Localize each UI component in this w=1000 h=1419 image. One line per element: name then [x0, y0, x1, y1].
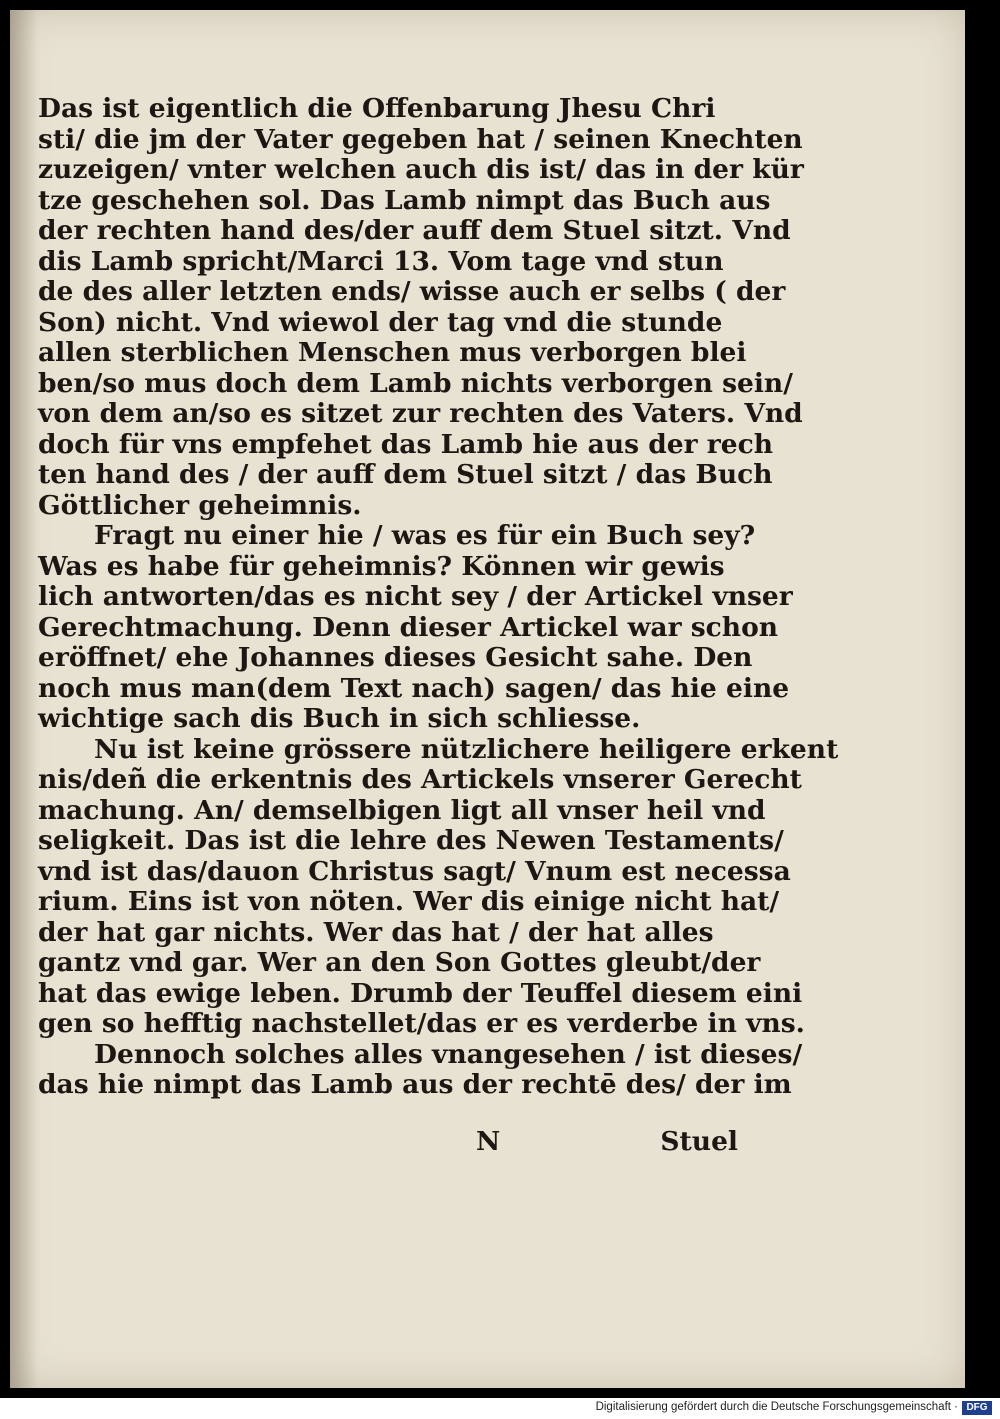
text-line: sti/ die jm der Vater gegeben hat / seinen Knechten — [38, 123, 803, 155]
text-line: tze geschehen sol. Das Lamb nimpt das Buch aus — [38, 184, 771, 216]
text-line: ten hand des / der auff dem Stuel sitzt / das Buch — [38, 459, 773, 490]
text-line: seligkeit. Das ist die lehre des Newen Testaments/ — [38, 825, 784, 856]
book-page — [10, 10, 965, 1388]
text-line: gantz vnd gar. Wer an den Son Gottes gleubt/der — [38, 947, 761, 978]
text-line: nis/deñ die erkentnis des Artickels vnserer Gerecht — [38, 764, 802, 795]
page-gutter-shadow — [10, 10, 38, 1388]
text-line: hat das ewige leben. Drumb der Teuffel diesem eini — [38, 977, 803, 1009]
text-line: Son) nicht. Vnd wiewol der tag vnd die stunde — [38, 306, 723, 338]
paragraph-start-line: Fragt nu einer hie / was es für ein Buch sey? — [94, 520, 756, 551]
text-line: rium. Eins ist von nöten. Wer dis einige nicht hat/ — [38, 886, 780, 917]
text-line: dis Lamb spricht/Marci 13. Vom tage vnd stun — [38, 245, 724, 277]
page-footer-marks — [38, 1126, 738, 1160]
text-line: zuzeigen/ vnter welchen auch dis ist/ das in der kür — [38, 154, 804, 185]
dfg-logo-icon: DFG — [962, 1401, 992, 1415]
text-line: Gerechtmachung. Denn dieser Artickel war schon — [38, 611, 779, 643]
text-line: von dem an/so es sitzet zur rechten des Vaters. Vnd — [38, 398, 803, 429]
paragraph-start-line: Nu ist keine grössere nützlichere heiligere erkent — [94, 733, 839, 765]
text-line: eröffnet/ ehe Johannes dieses Gesicht sahe. Den — [38, 642, 753, 673]
signature-mark: N — [476, 1126, 501, 1157]
text-line: machung. An/ demselbigen ligt all vnser heil vnd — [38, 794, 766, 826]
body-text — [38, 93, 839, 1101]
text-line: wichtige sach dis Buch in sich schliesse. — [38, 703, 641, 734]
text-line: Was es habe für geheimnis? Können wir gewis — [38, 550, 725, 582]
text-line: das hie nimpt das Lamb aus der rechtē des/ der im — [38, 1069, 792, 1100]
text-line: lich antworten/das es nicht sey / der Artickel vnser — [38, 581, 793, 612]
paragraph-start-line: Dennoch solches alles vnangesehen / ist dieses/ — [94, 1038, 803, 1070]
text-line: doch für vns empfehet das Lamb hie aus der rech — [38, 428, 774, 460]
text-line: noch mus man(dem Text nach) sagen/ das hie eine — [38, 672, 790, 704]
funding-credit: Digitalisierung gefördert durch die Deutsche Forschungsgemeinschaft · — [595, 1401, 958, 1413]
text-line: der rechten hand des/der auff dem Stuel sitzt. Vnd — [38, 215, 791, 246]
text-line: gen so hefftig nachstellet/das er es verderbe in vns. — [38, 1008, 805, 1039]
text-line: de des aller letzten ends/ wisse auch er selbs ( der — [38, 276, 786, 307]
footer-bar — [0, 1398, 1000, 1419]
text-line: Göttlicher geheimnis. — [38, 489, 362, 521]
text-line: ben/so mus doch dem Lamb nichts verborgen sein/ — [38, 367, 793, 399]
text-line: Das ist eigentlich die Offenbarung Jhesu Chri — [38, 93, 716, 124]
text-line: der hat gar nichts. Wer das hat / der hat alles — [38, 916, 714, 948]
text-line: vnd ist das/dauon Christus sagt/ Vnum est necessa — [38, 855, 791, 887]
text-line: allen sterblichen Menschen mus verborgen blei — [38, 337, 747, 368]
catchword: Stuel — [660, 1126, 738, 1157]
